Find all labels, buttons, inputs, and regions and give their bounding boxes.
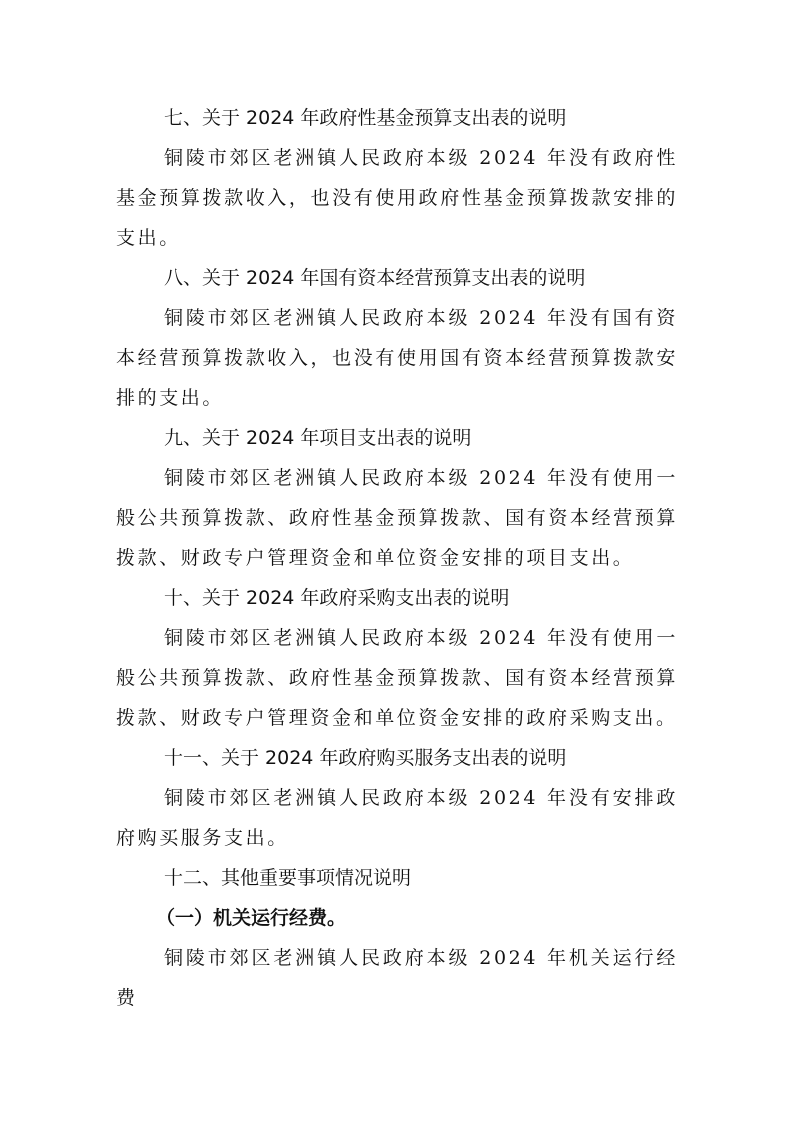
section-7-body: 铜陵市郊区老洲镇人民政府本级 2024 年没有政府性基金预算拨款收入，也没有使用政府性基金预算拨款安排的支出。	[116, 147, 678, 249]
section-8-heading: 八、关于 2024 年国有资本经营预算支出表的说明	[164, 267, 586, 289]
section-12-subheading: （一）机关运行经费。	[156, 907, 347, 929]
section-7-heading: 七、关于 2024 年政府性基金预算支出表的说明	[164, 107, 567, 129]
section-10-body: 铜陵市郊区老洲镇人民政府本级 2024 年没有使用一般公共预算拨款、政府性基金预算拨款、国有资本经营预算拨款、财政专户管理资金和单位资金安排的政府采购支出。	[116, 627, 678, 729]
section-9-body: 铜陵市郊区老洲镇人民政府本级 2024 年没有使用一般公共预算拨款、政府性基金预算拨款、国有资本经营预算拨款、财政专户管理资金和单位资金安排的项目支出。	[116, 467, 678, 569]
section-12-body: 铜陵市郊区老洲镇人民政府本级 2024 年机关运行经费	[116, 947, 678, 1009]
document-content	[116, 98, 678, 1018]
section-12-heading: 十二、其他重要事项情况说明	[164, 867, 412, 889]
section-9-heading: 九、关于 2024 年项目支出表的说明	[164, 427, 472, 449]
section-10-heading: 十、关于 2024 年政府采购支出表的说明	[164, 587, 510, 609]
section-11-body: 铜陵市郊区老洲镇人民政府本级 2024 年没有安排政府购买服务支出。	[116, 787, 678, 849]
section-8-body: 铜陵市郊区老洲镇人民政府本级 2024 年没有国有资本经营预算拨款收入，也没有使用国有资本经营预算拨款安排的支出。	[116, 307, 678, 409]
section-11-heading: 十一、关于 2024 年政府购买服务支出表的说明	[164, 747, 567, 769]
